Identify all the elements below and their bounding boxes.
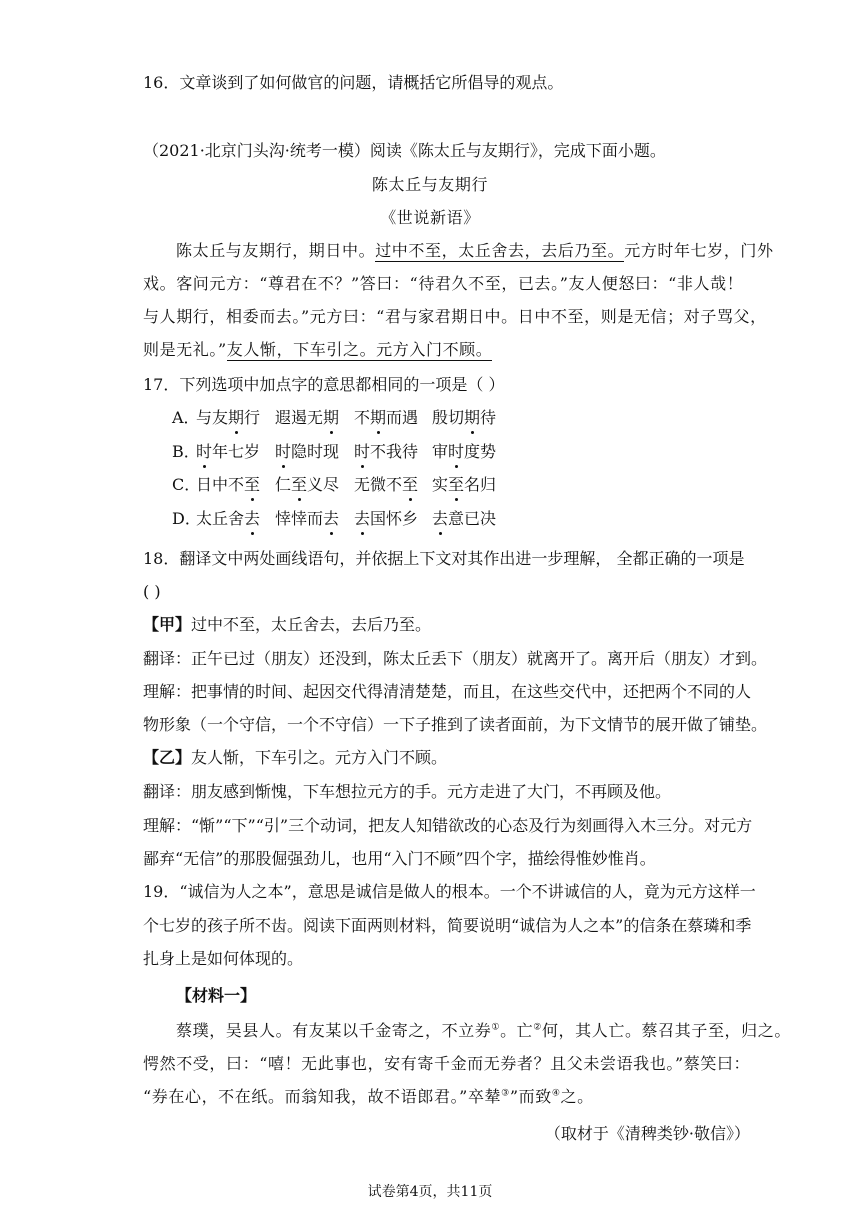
option-phrase [196,441,260,463]
question-19-line-3: 扎身上是如何体现的。 [143,949,304,968]
underlined-sentence-jia: 过中不至，太丘舍去，去后乃至。 [375,241,625,260]
dotted-character: 至 [448,475,465,494]
footnote-marker: ① [491,1022,501,1033]
option-phrase [196,508,260,530]
option-phrase [432,441,496,463]
jia-text: 过中不至，太丘舍去，去后乃至。 [191,615,432,634]
option-letter: D． [172,509,201,528]
phrase-text: 审 [432,442,449,461]
material-1-label: 【材料一】 [176,986,257,1005]
phrase-text: 遐遏无 [275,408,324,427]
material-1-line-1 [176,1020,791,1042]
phrase-text: 日中不 [196,475,245,494]
dotted-character: 至 [402,475,419,494]
phrase-text: 意已决 [448,509,497,528]
page-footer: 试卷第4页，共11页 [367,1184,493,1200]
yi-text: 友人惭，下车引之。元方入门不顾。 [191,748,448,767]
material-text: 。亡 [500,1021,534,1040]
phrase-text: 实 [432,475,449,494]
option-letter: B． [172,442,200,461]
phrase-text: 年七岁 [212,442,261,461]
dotted-character: 去 [354,509,371,528]
option-phrase [432,474,496,496]
yi-label: 【乙】 [143,748,192,767]
option-phrase [432,407,496,429]
question-18-answer-blank: ( ) [143,582,161,601]
passage-line-1 [176,240,774,262]
dotted-character: 去 [432,509,449,528]
passage-line-2: 戏。客问元方：“尊君在不？”答曰：“待君久不至，已去。”友人便怒曰：“非人哉！ [143,274,744,293]
phrase-text: 国怀乡 [370,509,419,528]
passage-source: 《世说新语》 [380,208,480,227]
option-phrase [354,508,418,530]
material-text: “券在心，不在纸。而翁知我，故不语郎君。”卒辇 [143,1087,502,1106]
phrase-text: 不 [354,408,371,427]
question-16: 16．文章谈到了如何做官的问题，请概括它所倡导的观点。 [143,73,564,92]
material-text: 之。 [560,1087,594,1106]
dotted-character: 去 [244,509,261,528]
material-1-source: （取材于《清稗类钞·敬信》） [544,1124,750,1143]
passage-title: 陈太丘与友期行 [371,175,489,194]
phrase-text: 而遇 [386,408,419,427]
phrase-text: 度势 [464,442,497,461]
phrase-text: 殷切 [432,408,465,427]
option-phrase [354,407,418,429]
dotted-character: 时 [196,442,213,461]
yi-sentence [143,747,750,769]
dotted-character: 期 [370,408,387,427]
option-phrase [196,407,260,429]
dotted-character: 时 [354,442,371,461]
dotted-character: 期 [228,408,245,427]
phrase-text: 行 [244,408,261,427]
yi-understanding-2: 鄙弃“无信”的那股倔强劲儿，也用“入门不顾”四个字，描绘得惟妙惟肖。 [143,849,656,868]
option-phrase [432,508,496,530]
phrase-text: 仁 [275,475,292,494]
phrase-text: 义尽 [307,475,340,494]
option-phrase [354,441,418,463]
option-phrase [275,441,339,463]
option-phrase [275,407,339,429]
question-19-line-1: 19．“诚信为人之本”，意思是诚信是做人的根本。一个不讲诚信的人，竟为元方这样一 [143,882,756,901]
yi-translation: 翻译：朋友感到惭愧，下车想拉元方的手。元方走进了大门，不再顾及他。 [143,782,672,801]
dotted-character: 时 [448,442,465,461]
phrase-text: 不我待 [370,442,419,461]
jia-understanding-2: 物形象（一个守信，一个不守信）一下子推到了读者面前，为下文情节的展开做了铺垫。 [143,715,768,734]
dotted-character: 至 [291,475,308,494]
material-1-line-2: 愕然不受，曰：“嘻！无此事也，安有寄千金而无券者？且父未尝语我也。”蔡笑曰： [143,1054,751,1073]
underlined-sentence-yi: 友人惭，下车引之。元方入门不顾。 [226,340,493,359]
material-1-line-3 [143,1086,750,1108]
question-17-stem: 17．下列选项中加点字的意思都相同的一项是（ ） [143,375,505,394]
option-phrase [275,474,339,496]
jia-understanding-1: 理解：把事情的时间、起因交代得清清楚楚，而且，在这些交代中，还把两个不同的人 [143,682,752,701]
reading-intro: （2021·北京门头沟·统考一模）阅读《陈太丘与友期行》，完成下面小题。 [143,141,666,160]
dotted-character: 期 [464,408,481,427]
phrase-text: 待 [480,408,497,427]
jia-sentence [143,614,750,636]
phrase-text: 隐时现 [291,442,340,461]
question-19-line-2: 个七岁的孩子所不齿。阅读下面两则材料，简要说明“诚信为人之本”的信条在蔡璘和季 [143,916,752,935]
option-phrase [196,474,260,496]
option-letter: C． [172,475,201,494]
dotted-character: 时 [275,442,292,461]
footnote-marker: ④ [551,1088,561,1099]
phrase-text: 名归 [464,475,497,494]
passage-text: 元方时年七岁，门外 [624,241,774,260]
option-phrase [275,508,339,530]
dotted-character: 至 [244,475,261,494]
question-18-stem: 18．翻译文中两处画线语句，并依据上下文对其作出进一步理解， 全都正确的一项是 [143,549,745,568]
phrase-text: 太丘舍 [196,509,245,528]
dotted-character: 去 [323,509,340,528]
yi-understanding-1: 理解：“惭”“下”“引”三个动词，把友人知错欲改的心态及行为刻画得入木三分。对元方 [143,816,753,835]
jia-label: 【甲】 [143,615,192,634]
passage-text: 则是无礼。” [143,340,227,359]
phrase-text: 悻悻而 [275,509,324,528]
dotted-character: 期 [323,408,340,427]
material-text: 蔡璞，吴县人。有友某以千金寄之，不立券 [176,1021,492,1040]
option-phrase [354,474,418,496]
material-text: 何，其人亡。蔡召其子至，归之。 [541,1021,791,1040]
footnote-marker: ③ [501,1088,510,1099]
material-text: ”而致 [509,1087,552,1106]
phrase-text: 无微不 [354,475,403,494]
passage-line-3: 与人期行，相委而去。”元方曰：“君与家君期日中。日中不至，则是无信；对子骂父， [143,307,767,326]
option-letter: A． [172,408,200,427]
phrase-text: 与友 [196,408,229,427]
passage-line-4 [143,339,750,361]
jia-translation: 翻译：正午已过（朋友）还没到，陈太丘丢下（朋友）就离开了。离开后（朋友）才到。 [143,649,768,668]
footnote-marker: ② [533,1022,542,1033]
passage-text: 陈太丘与友期行，期日中。 [176,241,376,260]
